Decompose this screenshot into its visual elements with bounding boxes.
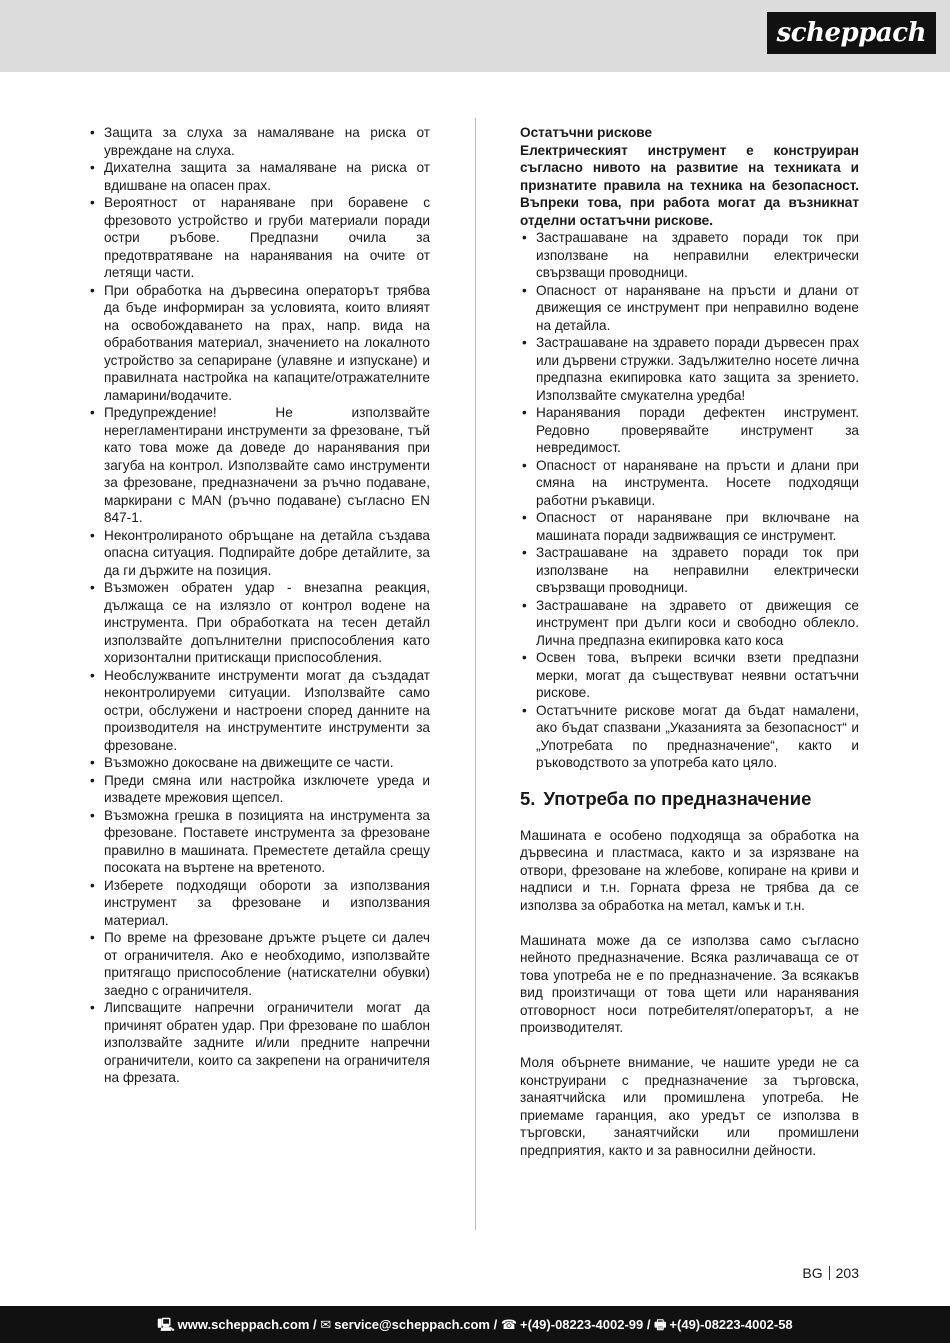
brand-logo: scheppach bbox=[767, 12, 936, 54]
section-heading bbox=[520, 788, 859, 810]
mail-icon: ✉ bbox=[320, 1317, 332, 1332]
column-divider bbox=[475, 118, 476, 1230]
residual-risks-list bbox=[520, 229, 859, 772]
left-column bbox=[88, 124, 430, 1087]
residual-risks-title: Остатъчни рискове bbox=[520, 125, 653, 140]
residual-risk-item: • Застрашаване на здравето поради ток при използване на неправилни електрически свързващи проводници. bbox=[520, 544, 859, 597]
body-paragraph: Машината е особено подходяща за обработка на дървесина и пластмаса, както и за изрязване на отвори, фрезоване на жлебове, копиране на криви и надписи и т.н. Горната фреза не трябва да се използва за обработка на метал, камък и т.н. bbox=[520, 827, 859, 913]
residual-risk-item: • Застрашаване на здравето поради дървесен прах или дървени стружки. Задължително носете лична предпазна екипировка като защита за зрението. Използвайте смукателна уредба! bbox=[520, 334, 859, 404]
list-item: • По време на фрезоване дръжте ръцете си далеч от ограничителя. Ако е необходимо, използвайте притягащо приспособление (натискателни обувки) заедно с ограничителя. bbox=[88, 929, 430, 999]
footer-bar bbox=[0, 1306, 950, 1343]
phone-icon: ☎ bbox=[500, 1317, 518, 1332]
safety-list bbox=[88, 124, 430, 1087]
list-item: • Възможен обратен удар - внезапна реакция, дължаща се на излязло от контрол водене на инструмента. При обработката на тесен детайл използвайте допълнителни приспособления като хоризонтални притискащи приспособления. bbox=[88, 579, 430, 667]
footer-fax: +(49)-08223-4002-58 bbox=[669, 1317, 793, 1332]
list-item: • Вероятност от нараняване при боравене с фрезовото устройство и груби материали поради остри ръбове. Предпазни очила за предотвратяване на наранявания на очите от летящи части. bbox=[88, 194, 430, 282]
residual-risk-item: • Опасност от нараняване при включване на машината поради задвижващия се инструмент. bbox=[520, 509, 859, 544]
residual-risk-item: • Опасност от нараняване на пръсти и длани при смяна на инструмента. Носете подходящи работни ръкавици. bbox=[520, 457, 859, 510]
language-code: BG bbox=[802, 1265, 823, 1281]
body-paragraph: Моля обърнете внимание, че нашите уреди не са конструирани с предназначение за търговска, занаятчийска или промишлена употреба. Не приемаме гаранция, ако уредът се използва в търговски, занаятчийски или промишлени предприятия, както и за равносилни дейности. bbox=[520, 1055, 859, 1158]
list-item: • Възможно докосване на движещите се части. bbox=[88, 754, 430, 772]
residual-risk-item: • Освен това, въпреки всички взети предпазни мерки, могат да съществуват неявни остатъчни рискове. bbox=[520, 649, 859, 702]
footer-separator: / bbox=[313, 1317, 317, 1332]
page-number-value: 203 bbox=[835, 1265, 859, 1281]
list-item: • Защита за слуха за намаляване на риска от увреждане на слуха. bbox=[88, 124, 430, 159]
section-number: 5. bbox=[520, 787, 536, 809]
right-column bbox=[520, 124, 859, 1177]
section-body bbox=[520, 827, 859, 1160]
list-item: • Изберете подходящи обороти за използвания инструмент за фрезоване и използвания материал. bbox=[88, 877, 430, 930]
residual-risk-item: • Опасност от нараняване на пръсти и длани от движещия се инструмент при неправилно водене на детайла. bbox=[520, 282, 859, 335]
footer-separator: / bbox=[646, 1317, 651, 1332]
page-number-separator bbox=[829, 1266, 830, 1280]
page-number bbox=[802, 1265, 859, 1281]
fax-icon: 🖶 bbox=[654, 1317, 667, 1332]
list-item: • Липсващите напречни ограничители могат да причинят обратен удар. При фрезоване по шаблон използвайте задните и/или предните напречни ограничители, които са закрепени на ограничителя на фрезата. bbox=[88, 999, 430, 1087]
list-item: • Възможна грешка в позицията на инструмента за фрезоване. Поставете инструмента за фрезоване правилно в машината. Преместете детайла срещу посоката на въртене на врeтеното. bbox=[88, 807, 430, 877]
list-item: • Необслужваните инструменти могат да създадат неконтролируеми ситуации. Използвайте само остри, обслужени и настроени според данните на производителя на инструментите инструменти за фрезоване. bbox=[88, 667, 430, 755]
footer-email[interactable]: service@scheppach.com bbox=[334, 1317, 490, 1332]
list-item: • Дихателна защита за намаляване на риска от вдишване на опасен прах. bbox=[88, 159, 430, 194]
body-paragraph: Машината може да се използва само съгласно нейното предназначение. Всяка различаваща се от това употреба не е по предназначение. За всякакъв вид произтичащи от това щети или наранявания отговорност носи потребителят/операторът, а не производителят. bbox=[520, 932, 859, 1035]
list-item: • Неконтролираното обръщане на детайла създава опасна ситуация. Подпирайте добре детайлите, за да ги държите на позиция. bbox=[88, 527, 430, 580]
computer-icon: 🖳 bbox=[157, 1317, 175, 1332]
footer-phone[interactable]: +(49)-08223-4002-99 bbox=[520, 1317, 644, 1332]
list-item: • При обработка на дървесина операторът трябва да бъде информиран за условията, които влияят на освобождаването на прах, напр. вида на обработвания материал, значението на локалното устройство за сепариране (улавяне и изпускане) и правилната настройка на капаците/отражателните ламарини/водачите. bbox=[88, 282, 430, 405]
residual-risk-item: • Остатъчните рискове могат да бъдат намалени, ако бъдат спазвани „Указанията за безопасност“ и „Употребата по предназначение“, както и ръководството за употреба като цяло. bbox=[520, 702, 859, 772]
footer-separator: / bbox=[493, 1317, 498, 1332]
residual-risk-item: • Наранявания поради дефектен инструмент. Редовно проверявайте инструмент за невредимост. bbox=[520, 404, 859, 457]
list-item: • Предупреждение! Не използвайте нерегламентирани инструменти за фрезоване, тъй като това може да доведе до наранявания при загуба на контрол. Използвайте само инструменти за фрезоване, предназначени за ръчно подаване, маркирани с MAN (ръчно подаване) съгласно EN 847-1. bbox=[88, 404, 430, 527]
header-band bbox=[0, 0, 950, 72]
footer-website[interactable]: www.scheppach.com bbox=[177, 1317, 310, 1332]
residual-risks-intro: Електрическият инструмент е конструиран съгласно нивото на развитие на техниката и признатите правила на техника на безопасност. Въпреки това, при работа могат да възникнат отделни остатъчни рискове. bbox=[520, 142, 859, 228]
list-item: • Преди смяна или настройка изключете уреда и извадете мрежовия щепсел. bbox=[88, 772, 430, 807]
residual-risk-item: • Застрашаване на здравето поради ток при използване на неправилни електрически свързващи проводници. bbox=[520, 229, 859, 282]
section-title: Употреба по предназначение bbox=[543, 787, 812, 809]
residual-risk-item: • Застрашаване на здравето от движещия се инструмент при дълги коси и свободно облекло. Лична предпазна екипировка като коса bbox=[520, 597, 859, 650]
